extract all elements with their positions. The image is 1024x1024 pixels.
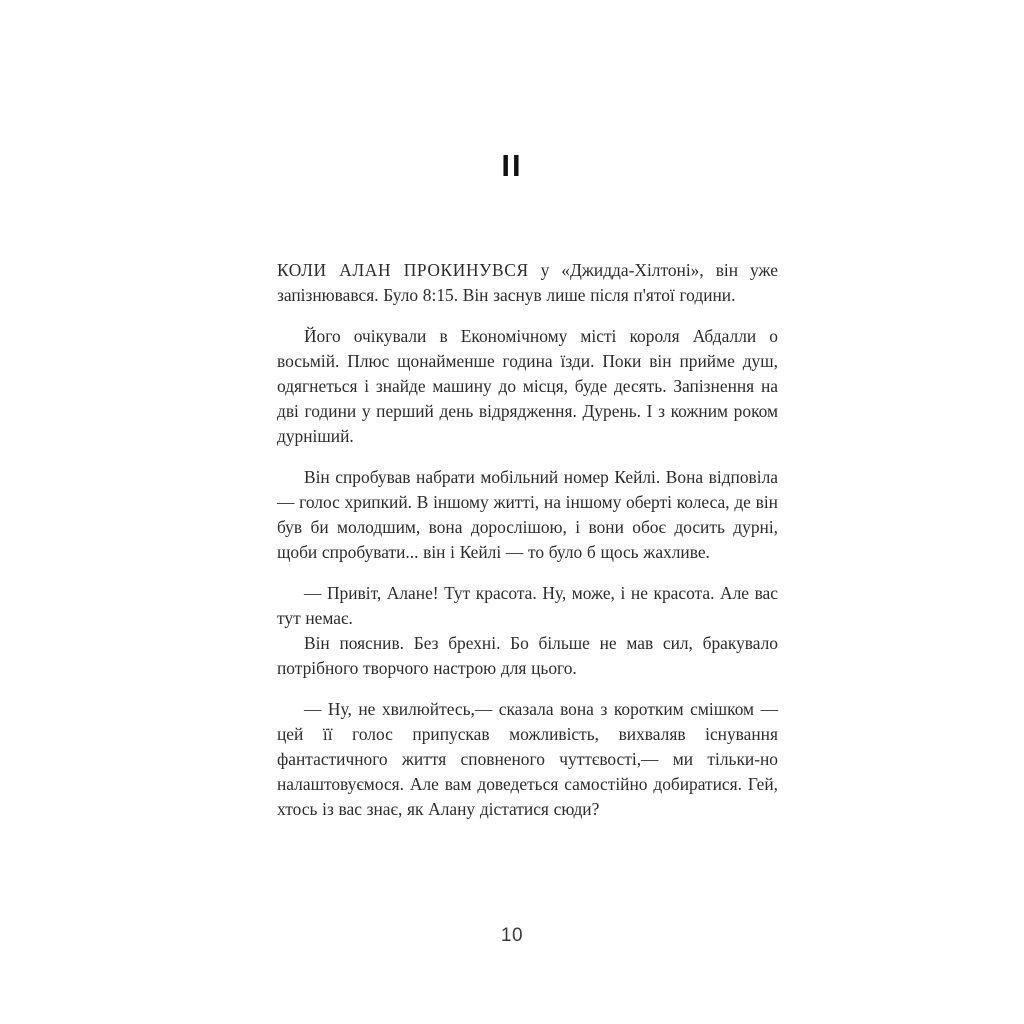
- paragraph-2: Його очікували в Економічному місті короля Абдалли о восьмій. Плюс щонайменше година їзди. Поки він прийме душ, одягнеться і знайде машину до місця, буде десять. Запізнення на дві години у перший день відрядження. Дурень. І з кожним роком дурніший.: [277, 326, 778, 446]
- paragraph-6-dialogue: — Ну, не хвилюйтесь,— сказала вона з коротким смішком — цей її голос припускав можливість, вихваляв існування фантастичного життя сповненого чуттєвості,— ми тільки-но налаштовуємося. Але вам доведеться самостійно добиратися. Гей, хтось із вас знає, як Алану дістатися сюди?: [277, 699, 778, 819]
- chapter-number-heading: II: [501, 148, 523, 183]
- paragraph-3: Він спробував набрати мобільний номер Кейлі. Вона відповіла — голос хрипкий. В іншому житті, на іншому оберті колеса, де він був би молодшим, вона дорослішою, і вони обоє досить дурні, щоби спробувати... він і Кейлі — то було б щось жахливе.: [277, 467, 778, 562]
- opening-paragraph-rest: у «Джидда-Хілтоні», він уже запізнювався. Було 8:15. Він заснув лише після п'ятої години.: [277, 260, 778, 305]
- paragraph-5: Він пояснив. Без брехні. Бо більше не мав сил, бракувало потрібного творчого настрою для цього.: [277, 633, 778, 678]
- paragraph-opening: [277, 258, 778, 308]
- paragraph-4-dialogue: — Привіт, Алане! Тут красота. Ну, може, і не красота. Але вас тут немає.: [277, 583, 778, 628]
- body-text-column: [277, 258, 778, 822]
- page-number-folio: 10: [500, 925, 524, 946]
- opening-lead-caps: КОЛИ АЛАН ПРОКИНУВСЯ: [277, 260, 529, 280]
